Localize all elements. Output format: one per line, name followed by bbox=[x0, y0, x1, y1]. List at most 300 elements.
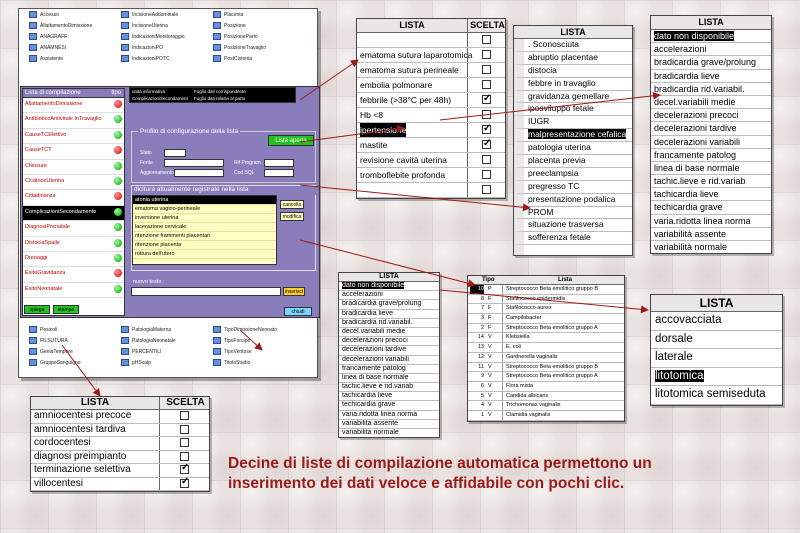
table-item[interactable]: IndicazioniPO bbox=[121, 44, 163, 51]
list-item[interactable] bbox=[339, 374, 439, 383]
list-item-label: amniocentesi tardiva bbox=[34, 423, 126, 435]
green-status-icon bbox=[114, 208, 122, 216]
list-item[interactable] bbox=[651, 175, 771, 188]
scelta-cell bbox=[159, 437, 209, 450]
list-item-label: litotomica bbox=[655, 369, 704, 382]
lista-column-header: LISTA bbox=[399, 20, 425, 30]
list-item[interactable] bbox=[468, 353, 624, 363]
list-item[interactable] bbox=[651, 241, 771, 254]
scelta-checkbox[interactable] bbox=[482, 185, 491, 194]
list-complicanze-header bbox=[357, 19, 505, 33]
table-item[interactable]: GruppoSanguigno bbox=[29, 359, 81, 366]
list-microrganismi-header bbox=[468, 276, 624, 285]
scelta-checkbox[interactable] bbox=[482, 140, 491, 149]
list-item[interactable] bbox=[31, 424, 209, 438]
scelta-checkbox[interactable] bbox=[482, 110, 491, 119]
list-item[interactable] bbox=[651, 43, 771, 56]
list-item[interactable] bbox=[514, 207, 632, 220]
list-item[interactable] bbox=[651, 96, 771, 109]
list-item-label: decelerazioni tardive bbox=[654, 123, 737, 134]
voci-title: dicitura attualmente registrate nella lista bbox=[132, 186, 317, 195]
list-item[interactable] bbox=[651, 331, 782, 350]
list-complicanze bbox=[356, 18, 506, 199]
fonte-label: Fonte bbox=[140, 160, 153, 166]
scelta-checkbox[interactable] bbox=[482, 50, 491, 59]
list-item-label: pregresso TC bbox=[528, 180, 580, 191]
scelta-cell bbox=[467, 48, 505, 62]
list-item[interactable] bbox=[651, 349, 782, 368]
scelta-checkbox[interactable] bbox=[180, 465, 189, 474]
list-item[interactable] bbox=[31, 451, 209, 465]
green-status-icon bbox=[114, 239, 122, 247]
table-item[interactable]: PatologiaMaterna bbox=[121, 326, 171, 333]
table-item[interactable]: IncisioneAddominale bbox=[121, 11, 178, 18]
list-item[interactable] bbox=[514, 65, 632, 78]
list-item[interactable] bbox=[651, 386, 782, 405]
row-tipo: V bbox=[488, 344, 492, 351]
row-number: 11 bbox=[478, 363, 484, 370]
row-label: Streptococco Beta emolitico gruppo B bbox=[502, 285, 598, 294]
table-item[interactable]: PostCistonia bbox=[213, 55, 252, 62]
list-item[interactable] bbox=[31, 437, 209, 451]
scelta-checkbox[interactable] bbox=[482, 35, 491, 44]
table-item[interactable]: ANAMNESI bbox=[29, 44, 66, 51]
list-item[interactable] bbox=[339, 282, 439, 291]
list-item[interactable] bbox=[339, 310, 439, 319]
red-status-icon bbox=[114, 269, 122, 277]
list-item[interactable] bbox=[339, 346, 439, 355]
list-item-label: distocia bbox=[528, 64, 557, 75]
list-item-label: revisione cavità uterina bbox=[360, 155, 447, 165]
list-item[interactable] bbox=[339, 383, 439, 392]
list-item-label: variabilità assente bbox=[654, 228, 727, 239]
list-item-label: decelerazioni precoci bbox=[342, 337, 408, 345]
voce-item[interactable]: atonia uterina bbox=[133, 196, 276, 205]
list-item[interactable] bbox=[339, 429, 439, 438]
inserisci-button[interactable]: inserisci bbox=[284, 289, 304, 295]
row-label: Trichomonas vaginalis bbox=[502, 401, 561, 410]
compilation-list-item[interactable] bbox=[23, 206, 124, 221]
scelta-cell bbox=[467, 138, 505, 152]
list-item-label: linea di base normale bbox=[654, 162, 740, 173]
compilation-list-item-label: CauseTCT bbox=[25, 147, 52, 154]
list-item[interactable] bbox=[651, 122, 771, 135]
compilation-list-type-header: tipo bbox=[111, 90, 121, 96]
table-item[interactable]: Pesicoli bbox=[29, 326, 57, 333]
table-item[interactable]: FILSUTURA bbox=[29, 337, 68, 344]
list-item[interactable] bbox=[651, 30, 771, 43]
compilation-list-item-label: CauseTCElettivo bbox=[25, 131, 67, 138]
green-status-icon bbox=[114, 131, 122, 139]
list-item-label: decel.variabili medie bbox=[342, 327, 406, 335]
list-item-label: presentazione podalica bbox=[528, 193, 616, 204]
caption-line-2: inserimento dei dati veloce e affidabile con pochi clic. bbox=[228, 475, 625, 492]
list-item[interactable] bbox=[468, 343, 624, 353]
list-item-label: situazione trasversa bbox=[528, 219, 604, 230]
table-item[interactable]: IndicazioniMonitoraggio bbox=[121, 33, 185, 40]
list-diagnosi-rows bbox=[31, 410, 209, 491]
list-item[interactable] bbox=[339, 337, 439, 346]
list-item[interactable] bbox=[651, 136, 771, 149]
unit-info-sheet: Foglio dati corrispondente bbox=[194, 89, 246, 94]
voce-item[interactable]: rottura dell'utero bbox=[133, 250, 276, 259]
list-monitoraggio-right-rows bbox=[651, 30, 771, 254]
list-item[interactable] bbox=[468, 295, 624, 305]
spiega-button[interactable]: spiega bbox=[24, 305, 50, 314]
list-item[interactable] bbox=[514, 232, 632, 245]
list-item-label: variabilità normale bbox=[342, 429, 399, 436]
list-item[interactable] bbox=[31, 464, 209, 478]
list-item[interactable] bbox=[339, 328, 439, 337]
compilation-list-item-label: Cittadinanza bbox=[25, 193, 56, 200]
list-item-label: accelerazioni bbox=[654, 44, 707, 55]
table-item[interactable]: IndicazioniPOTC bbox=[121, 55, 170, 62]
list-item[interactable] bbox=[31, 478, 209, 492]
profile-section bbox=[131, 128, 316, 183]
list-item-label: febbre in travaglio bbox=[528, 77, 596, 88]
table-item[interactable]: TipoForcipe bbox=[213, 337, 250, 344]
list-posizione-rows bbox=[651, 312, 782, 405]
list-item[interactable] bbox=[468, 285, 624, 295]
lista-column-header: Lista bbox=[558, 277, 573, 283]
list-monitoraggio-center-header: LISTA bbox=[339, 273, 439, 282]
scelta-cell bbox=[467, 183, 505, 197]
list-item[interactable] bbox=[514, 142, 632, 155]
list-item-label: tachic.lieve e rid.variab bbox=[342, 383, 414, 391]
table-item[interactable]: PosizioneTravaglio bbox=[213, 44, 266, 51]
row-number: 1 bbox=[480, 411, 484, 418]
unit-info-box bbox=[129, 87, 296, 103]
list-item[interactable] bbox=[651, 188, 771, 201]
list-item[interactable] bbox=[357, 183, 505, 198]
compilation-list-item[interactable] bbox=[23, 144, 124, 159]
list-item-label: ematoma sutura perineale bbox=[360, 65, 459, 75]
scelta-cell bbox=[159, 464, 209, 477]
list-item[interactable] bbox=[514, 168, 632, 181]
list-item[interactable] bbox=[339, 420, 439, 429]
list-item[interactable] bbox=[357, 108, 505, 123]
list-item[interactable] bbox=[357, 63, 505, 78]
list-item[interactable] bbox=[31, 410, 209, 424]
list-item[interactable] bbox=[651, 162, 771, 175]
compilation-list-panel bbox=[22, 88, 125, 316]
table-item[interactable]: AllattamentoDimissione bbox=[29, 22, 92, 29]
list-item[interactable] bbox=[339, 319, 439, 328]
scelta-checkbox[interactable] bbox=[482, 65, 491, 74]
list-item[interactable] bbox=[468, 304, 624, 314]
table-item[interactable]: TipoVentose bbox=[213, 348, 252, 355]
row-tipo: V bbox=[488, 392, 492, 399]
scelta-checkbox[interactable] bbox=[482, 155, 491, 164]
list-item[interactable] bbox=[468, 382, 624, 392]
voce-item[interactable]: inversione uterina bbox=[133, 214, 276, 223]
voce-item[interactable]: lacerazione cervicale bbox=[133, 223, 276, 232]
compilation-list-item[interactable] bbox=[23, 129, 124, 144]
list-monitoraggio-right bbox=[650, 15, 772, 254]
list-item[interactable] bbox=[651, 70, 771, 83]
row-pointer-icon: ▶ bbox=[515, 130, 522, 140]
row-tipo: V bbox=[488, 334, 492, 341]
list-item[interactable] bbox=[651, 368, 782, 387]
row-number: 8 bbox=[480, 295, 484, 302]
stampa-button[interactable]: stampa bbox=[53, 305, 79, 314]
voce-item[interactable]: ematoma vagino-perineale bbox=[133, 205, 276, 214]
compilation-list-item-label: EsitoGravidanza bbox=[25, 270, 66, 277]
lista-aperta-button[interactable]: Lista aperta bbox=[268, 135, 314, 146]
table-item[interactable]: PosizioneParto bbox=[213, 33, 258, 40]
list-item-label: dato non disponibile bbox=[342, 282, 405, 289]
scelta-checkbox[interactable] bbox=[482, 125, 491, 134]
scelta-checkbox[interactable] bbox=[482, 80, 491, 89]
red-status-icon bbox=[114, 100, 122, 108]
unit-info-label: unità informativa bbox=[132, 89, 166, 94]
scelta-cell bbox=[159, 478, 209, 491]
list-item[interactable] bbox=[651, 56, 771, 69]
red-status-icon bbox=[114, 192, 122, 200]
compilation-list-item[interactable] bbox=[23, 283, 124, 298]
list-item-label: varia.ridotta linea norma bbox=[654, 215, 751, 226]
scelta-cell bbox=[467, 63, 505, 77]
status-field[interactable] bbox=[164, 149, 186, 157]
fonte-field[interactable] bbox=[164, 159, 224, 167]
list-item[interactable] bbox=[468, 392, 624, 402]
table-item[interactable]: ANAGRAFE bbox=[29, 33, 68, 40]
list-item-label: cordocentesi bbox=[34, 437, 91, 448]
list-item-label: variabilità assente bbox=[342, 419, 399, 427]
list-item[interactable] bbox=[339, 300, 439, 309]
list-item[interactable] bbox=[514, 155, 632, 168]
table-item[interactable]: PERCENTILI bbox=[121, 348, 161, 355]
table-item[interactable]: TipoDimissioneNeonato bbox=[213, 326, 277, 333]
list-item[interactable] bbox=[357, 48, 505, 63]
list-item[interactable] bbox=[468, 372, 624, 382]
list-item[interactable] bbox=[651, 201, 771, 214]
list-item-label: bradicardia rid.variabil. bbox=[342, 318, 413, 326]
list-item-label: bradicardia grave/prolung bbox=[342, 300, 422, 308]
scelta-checkbox[interactable] bbox=[180, 425, 189, 434]
table-item[interactable]: PatologiaNeonatale bbox=[121, 337, 176, 344]
compilation-list-title bbox=[23, 89, 124, 98]
list-item-label: dato non disponibile bbox=[654, 31, 735, 41]
scelta-cell bbox=[467, 153, 505, 167]
compilation-form bbox=[20, 86, 320, 318]
row-number: 2 bbox=[480, 324, 484, 331]
compilation-list-item[interactable] bbox=[23, 252, 124, 267]
rif-program-label: Rif Program bbox=[234, 160, 261, 166]
list-item[interactable] bbox=[357, 168, 505, 183]
list-item-label: iposviluppo fetale bbox=[528, 103, 594, 114]
row-number: 13 bbox=[477, 344, 484, 351]
list-item-label: IUGR bbox=[528, 116, 550, 127]
nuovo-testo-label: nuovo testo : bbox=[133, 279, 165, 285]
list-item-label: ematoma sutura laparotomica bbox=[360, 50, 473, 60]
list-item[interactable] bbox=[339, 411, 439, 420]
list-item-label: linea di base normale bbox=[342, 373, 409, 381]
row-tipo: V bbox=[488, 373, 492, 380]
list-item-label: accovacciata bbox=[655, 314, 722, 326]
list-item[interactable] bbox=[651, 149, 771, 162]
compilation-list-item-label: ComplicazioniSecondamento bbox=[25, 208, 97, 215]
compilation-list-item[interactable] bbox=[23, 113, 124, 128]
list-item[interactable] bbox=[651, 228, 771, 241]
table-item[interactable]: Assistente bbox=[29, 55, 63, 62]
list-indicazioni bbox=[513, 25, 633, 256]
compilation-list-item[interactable] bbox=[23, 160, 124, 175]
row-label: Streptococco Beta emolitico gruppo B bbox=[502, 363, 598, 372]
scelta-checkbox[interactable] bbox=[180, 479, 189, 488]
list-item[interactable] bbox=[468, 401, 624, 411]
cod-sql-field[interactable] bbox=[264, 169, 294, 177]
scelta-cell bbox=[159, 451, 209, 464]
scelta-cell bbox=[467, 108, 505, 122]
compilation-list-items bbox=[23, 98, 124, 298]
list-item-label: accelerazioni bbox=[342, 291, 383, 299]
rif-program-field[interactable] bbox=[264, 159, 294, 167]
row-tipo: F bbox=[488, 305, 492, 312]
list-item[interactable] bbox=[514, 129, 632, 142]
table-item[interactable]: IncisioneUterina bbox=[121, 22, 168, 29]
modifica-button[interactable]: modifica bbox=[280, 212, 304, 221]
list-diagnosi bbox=[30, 396, 210, 492]
compilation-list-item-label: CicatriceUterina bbox=[25, 177, 65, 184]
row-tipo: V bbox=[488, 411, 492, 418]
list-item[interactable] bbox=[339, 401, 439, 410]
list-item[interactable] bbox=[357, 153, 505, 168]
scelta-checkbox[interactable] bbox=[482, 170, 491, 179]
row-number: 14 bbox=[477, 334, 484, 341]
list-item[interactable] bbox=[357, 78, 505, 93]
row-number: 7 bbox=[480, 305, 484, 312]
tipo-column-header: Tipo bbox=[482, 277, 495, 283]
list-item-label: techicardia grave bbox=[342, 401, 396, 409]
voce-item[interactable]: ritenzione placenta bbox=[133, 241, 276, 250]
compilation-list-item[interactable] bbox=[23, 190, 124, 205]
row-label: Klebsiella bbox=[502, 333, 530, 342]
row-tipo: F bbox=[488, 324, 492, 331]
list-item-label: . Sconosciuta bbox=[528, 39, 580, 49]
row-number: 6 bbox=[480, 382, 484, 389]
list-item[interactable] bbox=[468, 324, 624, 334]
caption bbox=[228, 454, 788, 494]
list-item[interactable] bbox=[468, 411, 624, 421]
list-item[interactable] bbox=[357, 123, 505, 138]
list-item[interactable] bbox=[339, 356, 439, 365]
compilation-list-item[interactable] bbox=[23, 267, 124, 282]
list-monitoraggio-center bbox=[338, 272, 440, 438]
scelta-cell bbox=[467, 93, 505, 107]
row-number: 9 bbox=[480, 373, 484, 380]
row-label: Streptococco Beta emolitico gruppo A bbox=[502, 324, 598, 333]
scelta-checkbox[interactable] bbox=[180, 411, 189, 420]
list-item-label: mastite bbox=[360, 140, 388, 150]
list-item[interactable] bbox=[357, 93, 505, 108]
list-item-label: bradicardia grave/prolung bbox=[654, 57, 757, 68]
scelta-checkbox[interactable] bbox=[180, 438, 189, 447]
list-item[interactable] bbox=[468, 333, 624, 343]
list-item[interactable] bbox=[514, 181, 632, 194]
table-item[interactable]: Accesso bbox=[29, 11, 59, 18]
row-number: 5 bbox=[480, 392, 484, 399]
scelta-cell bbox=[467, 168, 505, 182]
list-item-label: tromboflebite profonda bbox=[360, 170, 446, 180]
scelta-checkbox[interactable] bbox=[180, 452, 189, 461]
compilation-list-item-label: Chiusure bbox=[25, 162, 48, 169]
list-item[interactable] bbox=[514, 91, 632, 104]
compilation-list-item[interactable] bbox=[23, 98, 124, 113]
list-posizione-header: LISTA bbox=[651, 295, 782, 312]
compilation-list-item-label: DistociaSpalle bbox=[25, 239, 60, 246]
list-item-label: dorsale bbox=[655, 332, 693, 345]
list-item[interactable] bbox=[357, 138, 505, 153]
list-item[interactable] bbox=[514, 219, 632, 232]
table-item[interactable]: GeniaTempore bbox=[29, 348, 73, 355]
voci-list bbox=[132, 195, 277, 265]
list-item[interactable] bbox=[339, 291, 439, 300]
compilation-list-item[interactable] bbox=[23, 221, 124, 236]
list-item[interactable] bbox=[651, 312, 782, 331]
list-item[interactable] bbox=[651, 109, 771, 122]
green-status-icon bbox=[114, 223, 122, 231]
nuovo-testo-input[interactable] bbox=[131, 287, 281, 296]
list-item[interactable] bbox=[514, 116, 632, 129]
list-item[interactable] bbox=[339, 392, 439, 401]
list-indicazioni-header: LISTA bbox=[514, 26, 632, 39]
compilation-list-item[interactable] bbox=[23, 237, 124, 252]
list-item-label: Hb <8 bbox=[360, 110, 383, 120]
list-item-label: varia.ridotta linea norma bbox=[342, 410, 418, 418]
list-item[interactable] bbox=[514, 39, 632, 52]
table-item[interactable]: TitoloStudio bbox=[213, 359, 250, 366]
list-microrganismi-rows bbox=[468, 285, 624, 421]
list-item[interactable] bbox=[339, 365, 439, 374]
green-status-icon bbox=[114, 115, 122, 123]
scelta-checkbox[interactable] bbox=[482, 95, 491, 104]
scelta-column-header: SCELTA bbox=[467, 19, 506, 32]
list-item[interactable] bbox=[514, 194, 632, 207]
row-tipo: F bbox=[488, 295, 492, 302]
list-item[interactable] bbox=[357, 33, 505, 48]
list-item[interactable] bbox=[468, 314, 624, 324]
green-status-icon bbox=[114, 177, 122, 185]
table-item[interactable]: pHScalp bbox=[121, 359, 151, 366]
list-item[interactable] bbox=[514, 52, 632, 65]
scelta-cell bbox=[159, 410, 209, 423]
row-tipo: V bbox=[488, 353, 492, 360]
list-item[interactable] bbox=[651, 83, 771, 96]
chiudi-button[interactable]: chiudi bbox=[284, 307, 312, 316]
cancella-button[interactable]: cancella bbox=[280, 200, 304, 209]
table-item[interactable]: Placenta bbox=[213, 11, 243, 18]
aggiornamento-field[interactable] bbox=[174, 169, 224, 177]
table-item[interactable]: Posizione bbox=[213, 22, 246, 29]
list-item[interactable] bbox=[468, 363, 624, 373]
list-item[interactable] bbox=[514, 103, 632, 116]
list-item[interactable] bbox=[651, 215, 771, 228]
list-item-label: villocentesi bbox=[34, 477, 83, 489]
list-item[interactable] bbox=[514, 245, 632, 256]
unit-info-row-2 bbox=[132, 96, 246, 101]
compilation-list-item[interactable] bbox=[23, 175, 124, 190]
list-item-label: variabilità normale bbox=[654, 242, 728, 252]
list-item-label: tachicardia lieve bbox=[654, 189, 719, 200]
voce-item[interactable]: ritenzione frammenti placentari bbox=[133, 232, 276, 241]
lista-column-header: LISTA bbox=[80, 397, 110, 408]
list-item-label: terminazione selettiva bbox=[34, 464, 131, 475]
list-item[interactable] bbox=[514, 78, 632, 91]
list-item-label: preeclampsia bbox=[528, 167, 579, 178]
list-item-label: bradicardia lieve bbox=[654, 70, 720, 81]
row-label: Stafilococco epidermidis bbox=[502, 295, 565, 304]
